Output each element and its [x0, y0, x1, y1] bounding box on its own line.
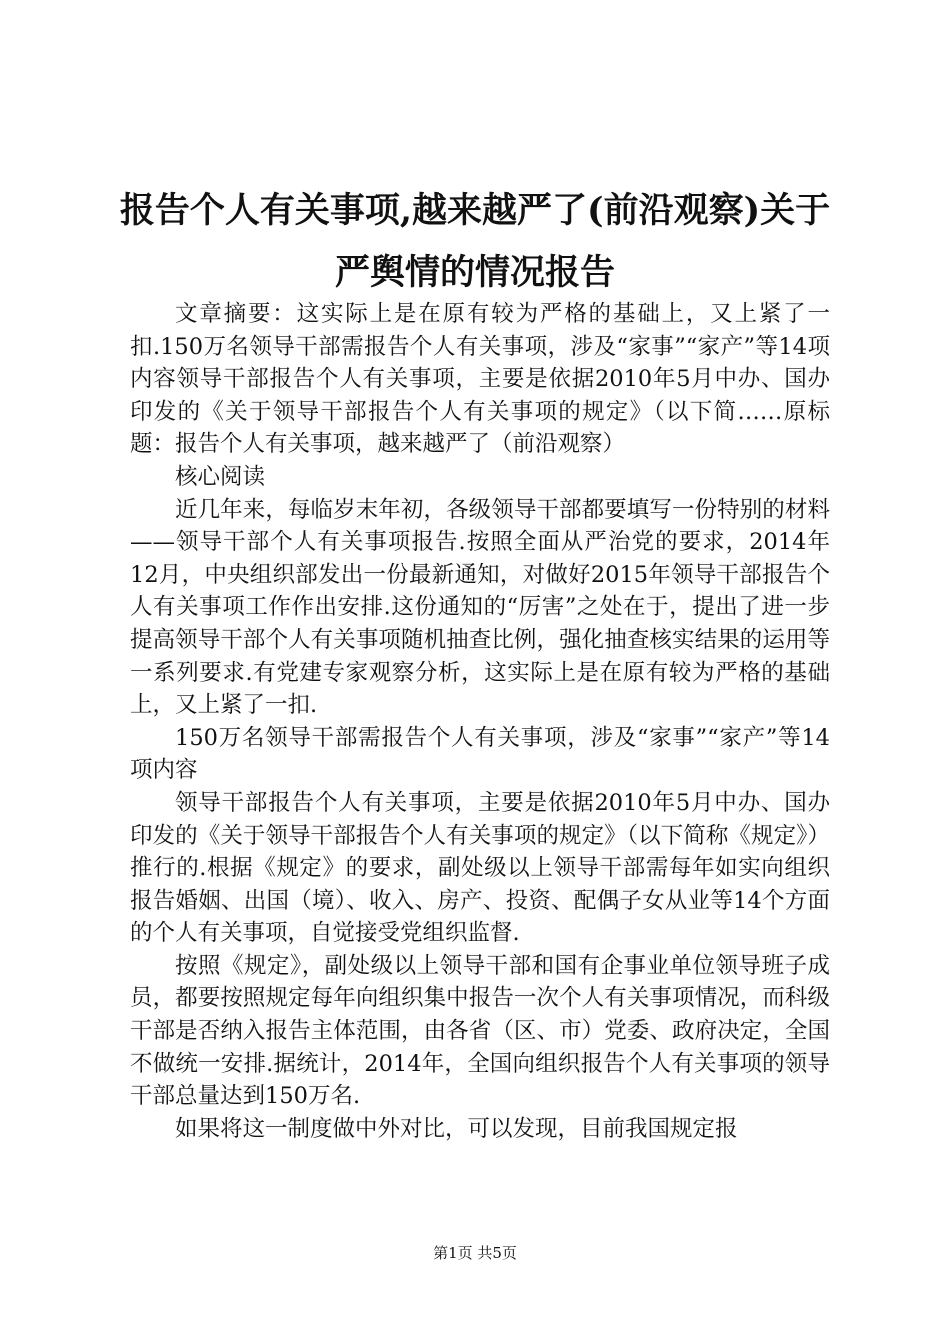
paragraph-subheading: 150万名领导干部需报告个人有关事项，涉及“家事”“家产”等14项内容 — [130, 724, 830, 784]
paragraph-intro: 近几年来，每临岁末年初，各级领导干部都要填写一份特别的材料——领导干部个人有关事项报告.按照全面从严治党的要求，2014年12月，中央组织部发出一份最新通知，对做好2015年领导干部报告个人有关事项工作作出安排.这份通知的“厉害”之处在于，提出了进一步提高领导干部个人有关事项随机抽查比例，强化抽查核实结果的运用等一系列要求.有党建专家观察分析，这实际上是在原有较为严格的基础上，又上紧了一扣. — [130, 496, 830, 719]
paragraph-statistics: 按照《规定》，副处级以上领导干部和国有企事业单位领导班子成员，都要按照规定每年向组织集中报告一次个人有关事项情况，而科级干部是否纳入报告主体范围，由各省（区、市）党委、政府决定，全国不做统一安排.据统计，2014年，全国向组织报告个人有关事项的领导干部总量达到150万名. — [130, 952, 830, 1110]
page-number: 第1页 共5页 — [433, 1244, 517, 1262]
paragraph-comparison: 如果将这一制度做中外对比，可以发现，目前我国规定报 — [175, 1115, 738, 1142]
paragraph-heading-core-reading: 核心阅读 — [175, 463, 266, 490]
document-body — [130, 298, 830, 1145]
paragraph-regulation: 领导干部报告个人有关事项，主要是依据2010年5月中办、国办印发的《关于领导干部报告个人有关事项的规定》（以下简称《规定》）推行的.根据《规定》的要求，副处级以上领导干部需每年如实向组织报告婚姻、出国（境）、收入、房产、投资、配偶子女从业等14个方面的个人有关事项，自觉接受党组织监督. — [130, 789, 830, 947]
paragraph-abstract: 文章摘要：这实际上是在原有较为严格的基础上，又上紧了一扣.150万名领导干部需报告个人有关事项，涉及“家事”“家产”等14项内容领导干部报告个人有关事项，主要是依据2010年5月中办、国办印发的《关于领导干部报告个人有关事项的规定》（以下简……原标题：报告个人有关事项，越来越严了（前沿观察） — [130, 301, 830, 458]
document-title: 报告个人有关事项,越来越严了(前沿观察)关于严舆情的情况报告 — [119, 190, 831, 293]
